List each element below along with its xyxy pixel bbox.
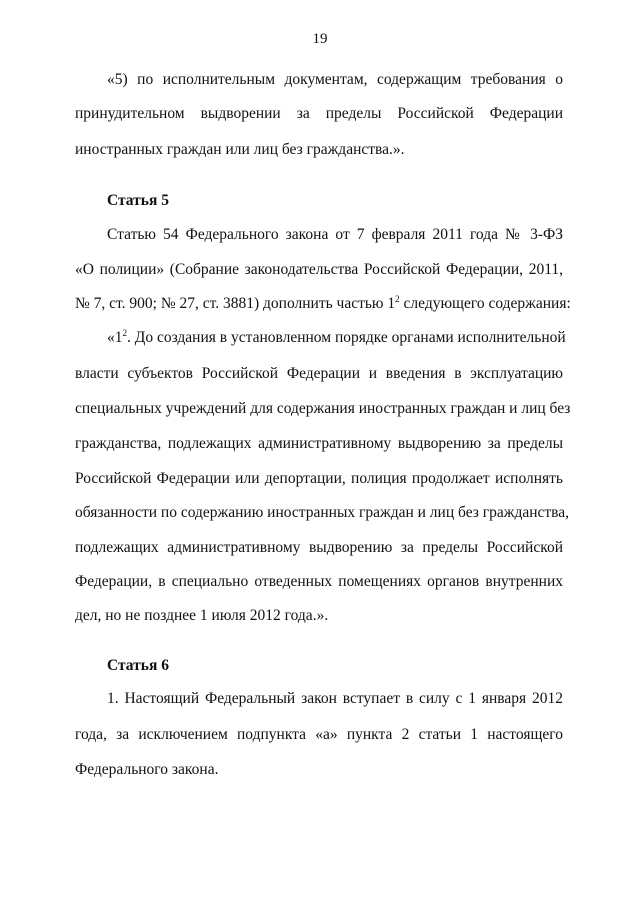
article5-intro-line-2: «О полиции» (Собрание законодательства Российской Федерации, 2011, <box>75 261 563 278</box>
article5-intro-text-a: № 7, ст. 900; № 27, ст. 3881) дополнить частью 1 <box>75 295 396 312</box>
article5-intro-sup: 2 <box>395 293 400 304</box>
article5-heading: Статья 5 <box>107 192 169 209</box>
para1-line-3: иностранных граждан или лиц без гражданства.». <box>75 141 405 158</box>
article5-quote-line-5: Российской Федерации или депортации, полиция продолжает исполнять <box>75 470 563 487</box>
article5-quote-line-3: специальных учреждений для содержания иностранных граждан и лиц без <box>75 400 571 417</box>
article5-intro-line-3 <box>75 293 571 314</box>
article5-quote-line-4: гражданства, подлежащих административному выдворению за пределы <box>75 435 563 452</box>
article5-quote-line-9: дел, но не позднее 1 июля 2012 года.». <box>75 607 329 624</box>
article5-quote-line-7: подлежащих административному выдворению за пределы Российской <box>75 539 563 556</box>
article6-line-2: года, за исключением подпункта «а» пункта 2 статьи 1 настоящего <box>75 726 563 743</box>
article6-heading: Статья 6 <box>107 657 169 674</box>
article5-quote-line-8: Федерации, в специально отведенных помещениях органов внутренних <box>75 573 563 590</box>
article6-line-1: 1. Настоящий Федеральный закон вступает в силу с 1 января 2012 <box>107 690 563 707</box>
article5-quote-line-1 <box>107 327 566 348</box>
article5-intro-text-b: следующего содержания: <box>399 295 571 312</box>
article5-quote-text-b: . До создания в установленном порядке органами исполнительной <box>127 329 566 346</box>
article5-quote-line-6: обязанности по содержанию иностранных граждан и лиц без гражданства, <box>75 504 570 521</box>
page-number: 19 <box>312 31 328 47</box>
article6-line-3: Федерального закона. <box>75 761 219 778</box>
para1-line-2: принудительном выдворении за пределы Российской Федерации <box>75 105 563 122</box>
article5-quote-line-2: власти субъектов Российской Федерации и введения в эксплуатацию <box>75 365 563 382</box>
article5-intro-line-1: Статью 54 Федерального закона от 7 февраля 2011 года № 3-ФЗ <box>107 226 563 243</box>
para1-line-1: «5) по исполнительным документам, содержащим требования о <box>107 71 563 88</box>
article5-quote-sup: 2 <box>122 327 127 338</box>
article5-quote-text-a: «1 <box>107 329 123 346</box>
